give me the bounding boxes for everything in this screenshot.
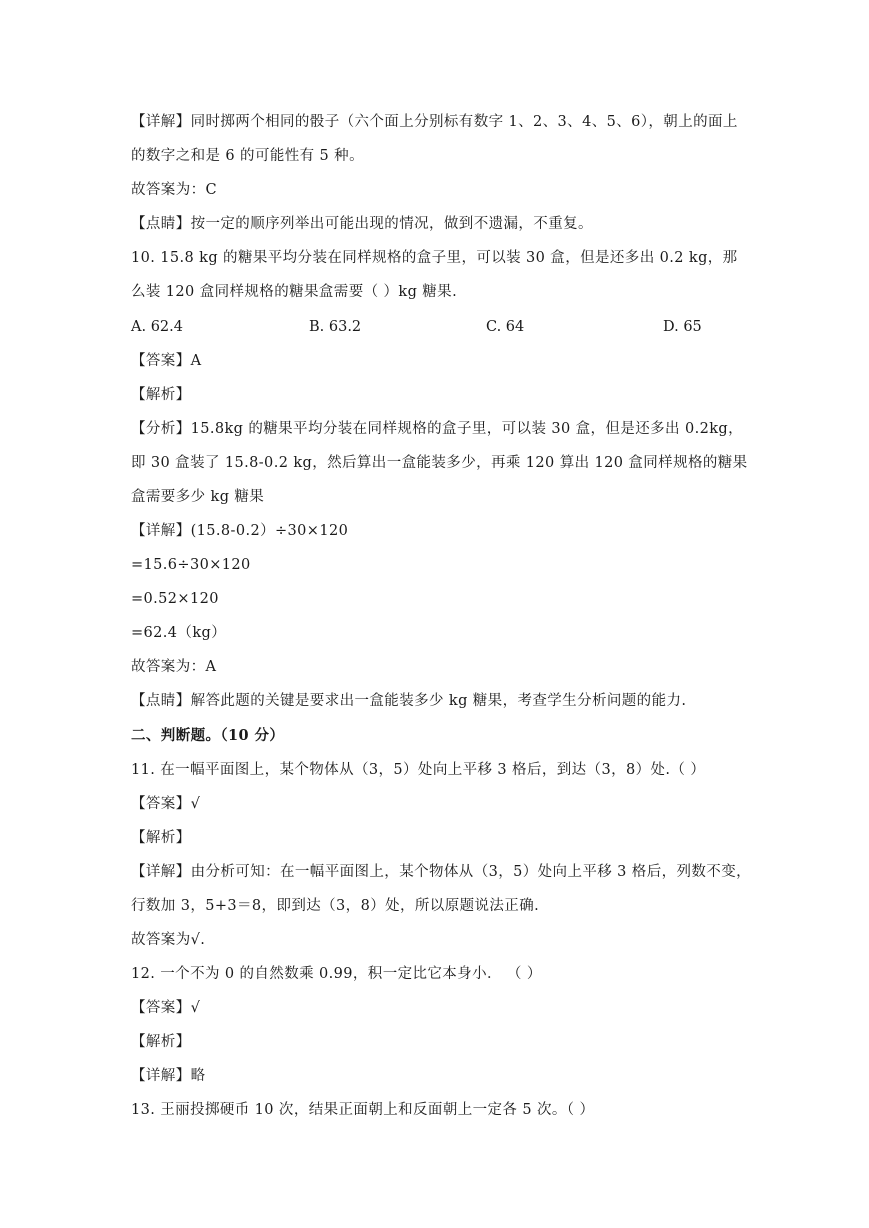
q11-answer: 【答案】√: [131, 796, 201, 812]
q11-detail-line-2: 行数加 3，5+3＝8，即到达（3，8）处，所以原题说法正确.: [131, 898, 540, 914]
q10-option-d: D. 65: [663, 319, 702, 335]
q11-detail-line-1: 【详解】由分析可知：在一幅平面图上，某个物体从（3，5）处向上平移 3 格后，列数不变，: [131, 864, 751, 880]
q10-answer-statement: 故答案为：A: [131, 659, 217, 675]
q12-answer: 【答案】√: [131, 1000, 201, 1016]
q10-option-b: B. 63.2: [309, 319, 362, 335]
q10-analysis-line-2: 即 30 盒装了 15.8-0.2 kg，然后算出一盒能装多少，再乘 120 算出 120 盒同样规格的糖果: [131, 455, 748, 471]
q10-question-line-2: 么装 120 盒同样规格的糖果盒需要（ ）kg 糖果.: [131, 284, 458, 300]
q9-answer-statement: 故答案为：C: [131, 182, 217, 198]
q10-option-a: A. 62.4: [131, 319, 183, 335]
q11-answer-statement: 故答案为√.: [131, 932, 206, 948]
q10-answer: 【答案】A: [131, 353, 202, 369]
q10-detail-line-2: =15.6÷30×120: [131, 557, 251, 573]
q9-detail-line-2: 的数字之和是 6 的可能性有 5 种。: [131, 148, 364, 164]
q13-question: 13. 王丽投掷硬币 10 次，结果正面朝上和反面朝上一定各 5 次。（ ）: [131, 1102, 595, 1118]
q12-analysis-heading: 【解析】: [131, 1034, 191, 1050]
q10-analysis-line-1: 【分析】15.8kg 的糖果平均分装在同样规格的盒子里，可以装 30 盒，但是还多出 0.2kg，: [131, 421, 743, 437]
q9-detail-line-1: 【详解】同时掷两个相同的骰子（六个面上分别标有数字 1、2、3、4、5、6），朝上的面上: [131, 114, 738, 130]
section-2-title: 二、判断题。（10 分）: [131, 727, 285, 744]
q10-detail-line-1: 【详解】(15.8-0.2）÷30×120: [131, 523, 349, 539]
q12-detail: 【详解】略: [131, 1068, 206, 1084]
q12-question: 12. 一个不为 0 的自然数乘 0.99，积一定比它本身小． （ ）: [131, 966, 542, 982]
q10-question-line-1: 10. 15.8 kg 的糖果平均分装在同样规格的盒子里，可以装 30 盒，但是还多出 0.2 kg，那: [131, 250, 738, 266]
q10-option-c: C. 64: [486, 319, 525, 335]
q10-detail-line-4: =62.4（kg）: [131, 625, 227, 641]
q11-question: 11. 在一幅平面图上，某个物体从（3，5）处向上平移 3 格后，到达（3，8）处.（ ）: [131, 762, 706, 778]
q10-analysis-heading: 【解析】: [131, 387, 191, 403]
q9-comment: 【点睛】按一定的顺序列举出可能出现的情况，做到不遗漏，不重复。: [131, 216, 593, 232]
q11-analysis-heading: 【解析】: [131, 830, 191, 846]
q10-analysis-line-3: 盒需要多少 kg 糖果: [131, 489, 265, 505]
q10-detail-line-3: =0.52×120: [131, 591, 219, 607]
q10-comment: 【点睛】解答此题的关键是要求出一盒能装多少 kg 糖果，考查学生分析问题的能力.: [131, 693, 687, 709]
